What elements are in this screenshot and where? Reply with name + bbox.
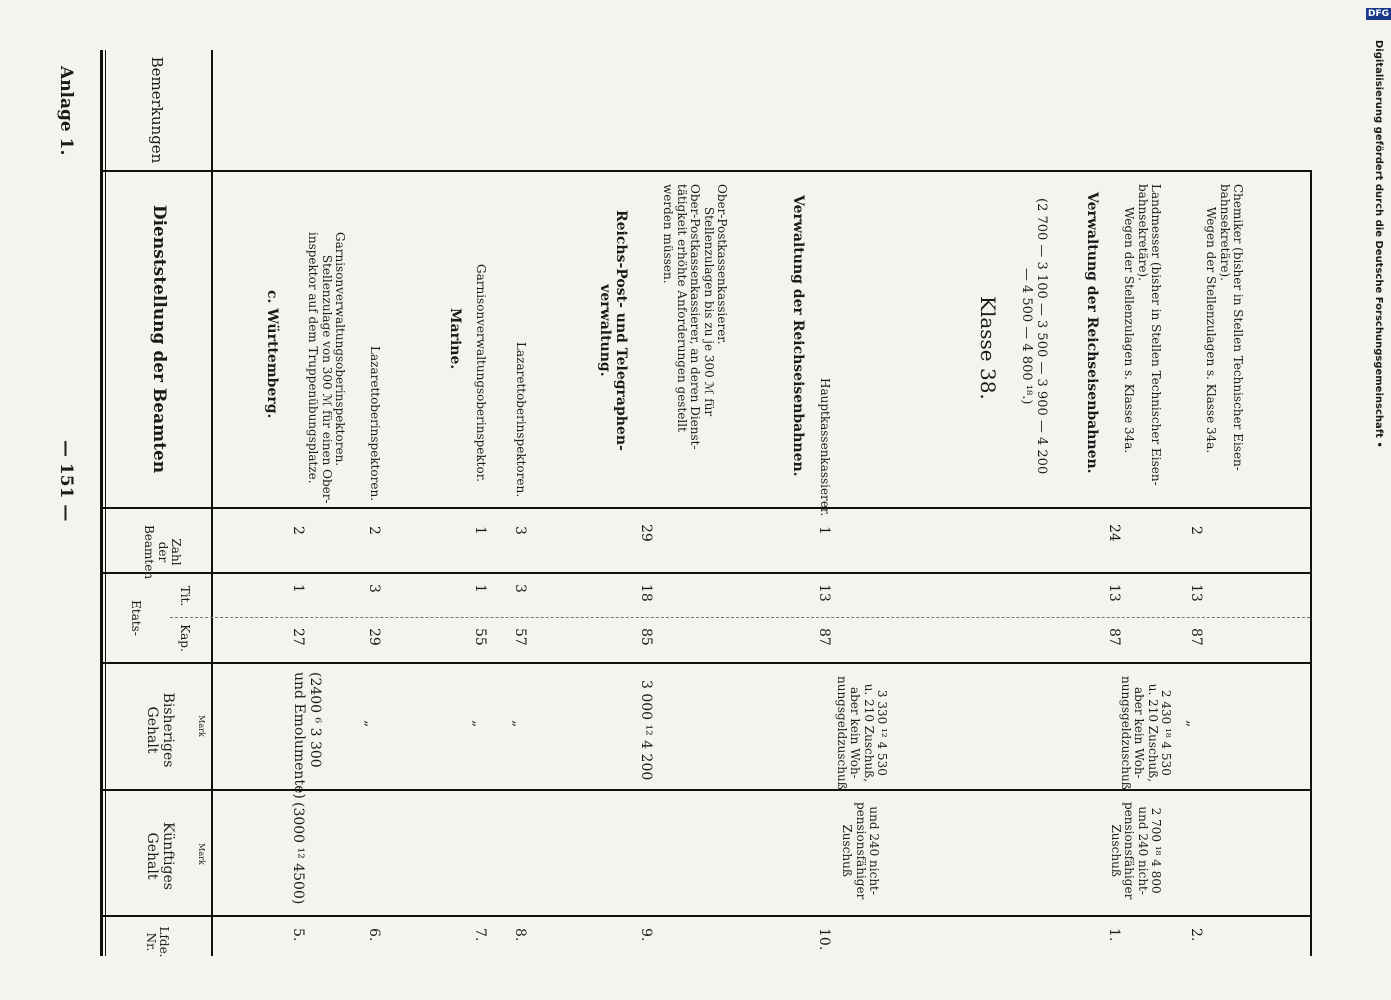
row-zahl: 2	[290, 526, 306, 535]
header-lfd-nr: Lfde. Nr.	[143, 926, 171, 958]
row-bisherig: 2 430 ¹⁸ 4 530 u. 210 Zuschuß, aber kein Woh- nungsgeldzuschuß	[1118, 676, 1173, 790]
row-kap: 57	[512, 628, 528, 646]
heading-reichseisenbahnen: Verwaltung der Reichseisenbahnen.	[1084, 192, 1100, 474]
table-border-top	[100, 50, 103, 956]
heading-reichspost: Reichs-Post- und Telegraphen- verwaltung.	[597, 210, 629, 451]
row-tit: 13	[1106, 584, 1122, 602]
digitization-note: Digitalisierung gefördert durch die Deutsche Forschungsgemeinschaft •	[1373, 40, 1384, 448]
row-bisherig: „	[1184, 720, 1200, 728]
row-kap: 27	[290, 628, 306, 646]
row-kap: 87	[1106, 628, 1122, 646]
row-kap: 55	[472, 628, 488, 646]
col-sep-zahl	[100, 572, 1312, 574]
header-bemerkungen: Bemerkungen	[148, 56, 166, 164]
annex-label: Anlage 1.	[56, 66, 76, 156]
row-dienst: Chemiker (bisher in Stellen Technischer Eisen- bahnsekretäre). Wegen der Stellenzulagen s. Klasse 34a.	[1204, 184, 1245, 471]
row-bisherig: „	[362, 720, 378, 728]
header-bisherig: Bisheriges Gehalt	[144, 692, 176, 768]
row-kuenftig: (3000 ¹² 4500)	[290, 802, 306, 905]
row-nr: 8.	[512, 928, 528, 942]
row-kap: 29	[366, 628, 382, 646]
row-kap: 87	[1188, 628, 1204, 646]
col-sep-kap-tit	[170, 617, 1310, 618]
header-dienststellung: Dienststellung der Beamten	[149, 204, 169, 474]
header-kuenftig: Künftiges Gehalt	[144, 822, 176, 890]
row-tit: 1	[472, 584, 488, 593]
row-kap: 85	[638, 628, 654, 646]
row-zahl: 3	[512, 526, 528, 535]
row-zahl: 2	[1188, 526, 1204, 535]
row-nr: 5.	[290, 928, 306, 942]
row-dienst: Lazarettoberinspektoren.	[514, 342, 528, 498]
row-zahl: 24	[1106, 524, 1122, 542]
row-nr: 1.	[1106, 928, 1122, 942]
row-tit: 18	[638, 584, 654, 602]
row-zahl: 29	[638, 524, 654, 542]
row-bisherig: (2400 ⁶ 3 300 und Emolumente)	[291, 672, 323, 799]
table-border-bottom	[1310, 170, 1312, 956]
header-etats: Etats-	[129, 600, 143, 636]
row-tit: 3	[366, 584, 382, 593]
row-dienst: Landmesser (bisher in Stellen Technischer Eisen- bahnsekretäre). Wegen der Stellenzulagen s. Klasse 34a.	[1122, 184, 1163, 486]
header-kap: Kap.	[178, 624, 192, 652]
header-kuenftig-unit: Mark	[197, 843, 206, 865]
row-dienst: Garnisonverwaltungsoberinspektor.	[474, 264, 488, 482]
col-sep-kuenftig	[100, 915, 1312, 917]
row-tit: 1	[290, 584, 306, 593]
row-nr: 7.	[472, 928, 488, 942]
page-number: — 151 —	[56, 440, 76, 522]
header-zahl: Zahl der Beamten	[142, 524, 183, 580]
header-bisherig-unit: Mark	[197, 715, 206, 737]
row-dienst: Hauptkassenkassierer.	[818, 378, 832, 517]
row-tit: 3	[512, 584, 528, 593]
col-sep-kap	[100, 662, 1312, 664]
row-kap: 87	[816, 628, 832, 646]
heading-marine: Marine.	[447, 308, 463, 370]
dfg-logo: DFG	[1368, 9, 1390, 19]
klasse-scale: (2 700 — 3 100 — 3 500 — 3 900 — 4 200 — 4 500 — 4 800 ¹⁸.)	[1019, 198, 1049, 475]
col-sep-dienst	[100, 507, 1312, 509]
row-nr: 6.	[366, 928, 382, 942]
row-bisherig: 3 330 ¹² 4 530 u. 210 Zuschuß, aber kein Woh- nungsgeldzuschuß	[834, 676, 889, 790]
row-tit: 13	[1188, 584, 1204, 602]
row-dienst: Ober-Postkassenkassierer. Stellenzulagen bis zu je 300 ℳ für Ober-Postkassenkassierer, an deren Dienst- tätigkeit erhöhte Anforderungen gestellt werden müssen.	[661, 184, 729, 450]
row-kuenftig: 2 700 ¹⁸ 4 800 und 240 nicht- pensionsfähiger Zuschuß	[1108, 802, 1163, 900]
row-zahl: 1	[816, 526, 832, 535]
row-nr: 10.	[816, 928, 832, 951]
row-zahl: 2	[366, 526, 382, 535]
row-zahl: 1	[472, 526, 488, 535]
row-bisherig: „	[510, 720, 526, 728]
col-sep-bemerkungen	[100, 170, 1312, 172]
row-dienst: Lazarettoberinspektoren.	[368, 346, 382, 502]
row-bisherig: 3 000 ¹² 4 200	[638, 680, 654, 781]
row-bisherig: „	[470, 720, 486, 728]
row-dienst: Garnisonverwaltungsoberinspektoren. Stellenzulage von 300 ℳ für einen Ober- inspektor auf dem Truppenübungsplatze.	[306, 232, 347, 504]
row-nr: 2.	[1188, 928, 1204, 942]
row-nr: 9.	[638, 928, 654, 942]
header-separator	[211, 50, 213, 956]
row-kuenftig: und 240 nicht- pensionsfähiger Zuschuß	[840, 802, 881, 900]
header-tit: Tit.	[178, 585, 192, 607]
heading-klasse: Klasse 38.	[976, 296, 1000, 400]
row-tit: 13	[816, 584, 832, 602]
heading-wuerttemberg: c. Württemberg.	[264, 290, 280, 419]
heading-reichseisenbahnen-verwaltung: Verwaltung der Reichseisenbahnen.	[790, 195, 806, 477]
